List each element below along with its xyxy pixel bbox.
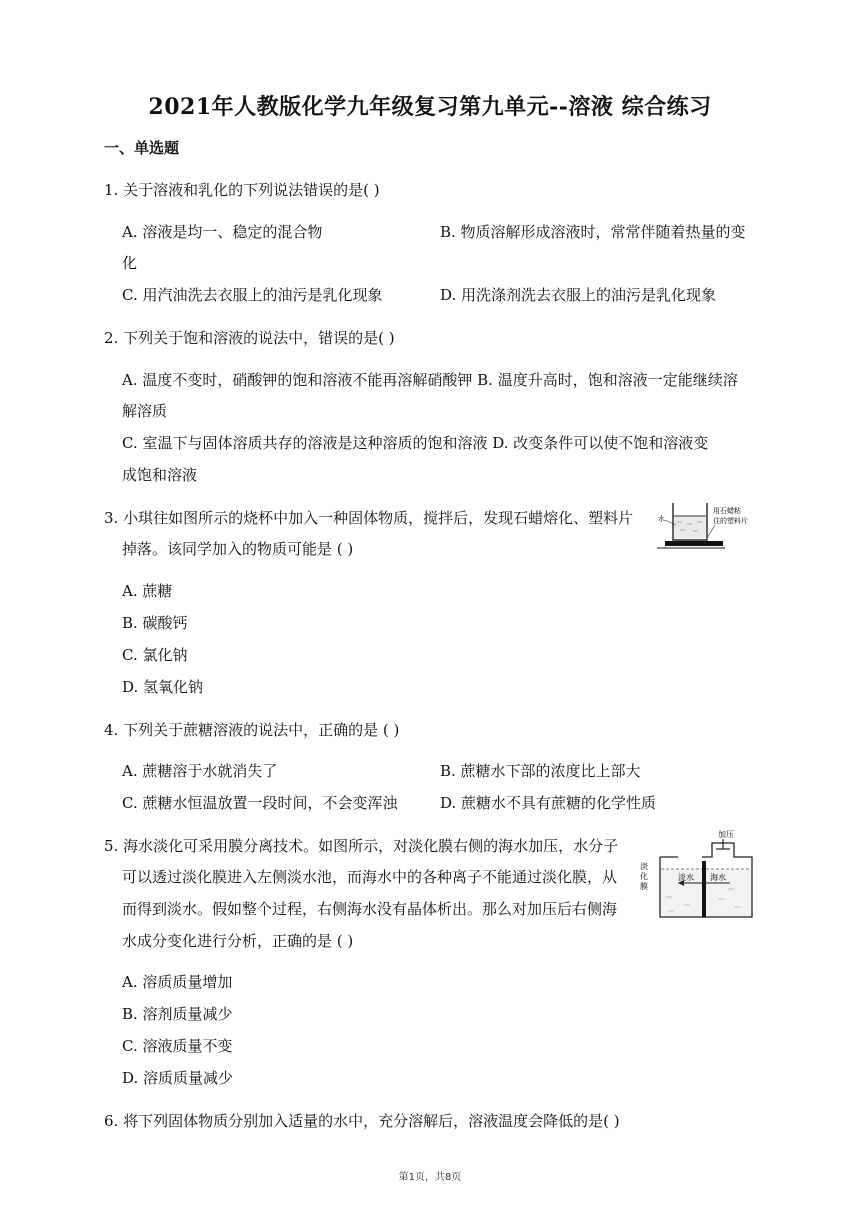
q4-option-b[interactable]: B. 蔗糖水下部的浓度比上部大 <box>440 762 641 780</box>
membrane-label-2: 化 <box>640 872 648 881</box>
membrane-desalination-figure <box>638 825 756 923</box>
q3-option-d[interactable]: D. 氢氧化钠 <box>122 678 204 696</box>
water-fill <box>674 516 706 538</box>
plate-label-line2: 住的塑料片 <box>713 517 748 525</box>
plastic-plate <box>665 541 723 546</box>
question-3-stem-line2: 掉落。该同学加入的物质可能是 ( ) <box>122 540 354 558</box>
q2-options-cd-continued: 成饱和溶液 <box>122 466 198 484</box>
q2-options-ab-continued: 解溶质 <box>122 402 168 420</box>
q3-option-b[interactable]: B. 碳酸钙 <box>122 614 188 632</box>
plate-label-line1: 用石蜡粘 <box>713 507 741 515</box>
question-5-stem-line1: 5. 海水淡化可采用膜分离技术。如图所示，对淡化膜右侧的海水加压，水分子 <box>104 837 619 855</box>
q5-option-a[interactable]: A. 溶质质量增加 <box>122 973 233 991</box>
fresh-water-label: 淡水 <box>678 873 694 882</box>
q2-options-cd[interactable]: C. 室温下与固体溶质共存的溶液是这种溶质的饱和溶液 D. 改变条件可以使不饱和溶液变 <box>122 434 709 452</box>
question-2-stem: 2. 下列关于饱和溶液的说法中，错误的是( ) <box>104 329 395 347</box>
pressure-label: 加压 <box>718 830 734 839</box>
q1-option-b[interactable]: B. 物质溶解形成溶液时，常常伴随着热量的变 <box>440 223 746 241</box>
question-3-stem-line1: 3. 小琪往如图所示的烧杯中加入一种固体物质，搅拌后，发现石蜡熔化、塑料片 <box>104 509 634 527</box>
question-1-stem: 1. 关于溶液和乳化的下列说法错误的是( ) <box>104 181 380 199</box>
sea-water-label: 海水 <box>710 873 726 882</box>
question-4-stem: 4. 下列关于蔗糖溶液的说法中，正确的是 ( ) <box>104 721 400 739</box>
question-5-stem-line3: 而得到淡水。假如整个过程，右侧海水没有晶体析出。那么对加压后右侧海 <box>122 900 618 918</box>
q4-option-c[interactable]: C. 蔗糖水恒温放置一段时间，不会变浑浊 <box>122 794 398 812</box>
question-6-stem: 6. 将下列固体物质分别加入适量的水中，充分溶解后，溶液温度会降低的是( ) <box>104 1112 620 1130</box>
q2-options-ab[interactable]: A. 温度不变时，硝酸钾的饱和溶液不能再溶解硝酸钾 B. 温度升高时，饱和溶液一定能继续溶 <box>122 371 738 389</box>
section-heading: 一、单选题 <box>104 139 180 157</box>
membrane-label-3: 膜 <box>640 882 648 891</box>
q1-option-b-continued: 化 <box>122 254 138 272</box>
q1-option-d[interactable]: D. 用洗涤剂洗去衣服上的油污是乳化现象 <box>440 286 717 304</box>
membrane-label-1: 淡 <box>640 862 648 871</box>
q4-option-d[interactable]: D. 蔗糖水不具有蔗糖的化学性质 <box>440 794 657 812</box>
q3-option-a[interactable]: A. 蔗糖 <box>122 582 173 600</box>
question-5-stem-line2: 可以透过淡化膜进入左侧淡水池，而海水中的各种离子不能通过淡化膜，从 <box>122 868 618 886</box>
q1-option-a[interactable]: A. 溶液是均一、稳定的混合物 <box>122 223 323 241</box>
page-footer: 第1页，共8页 <box>398 1172 462 1183</box>
question-5-stem-line4: 水成分变化进行分析，正确的是 ( ) <box>122 932 354 950</box>
q5-option-d[interactable]: D. 溶质质量减少 <box>122 1069 234 1087</box>
q4-option-a[interactable]: A. 蔗糖溶于水就消失了 <box>122 762 278 780</box>
water-label: 水 <box>658 515 665 523</box>
q1-option-c[interactable]: C. 用汽油洗去衣服上的油污是乳化现象 <box>122 286 383 304</box>
q5-option-b[interactable]: B. 溶剂质量减少 <box>122 1005 233 1023</box>
page-title: 2021年人教版化学九年级复习第九单元--溶液 综合练习 <box>148 94 712 120</box>
plate-label-leader <box>707 525 715 538</box>
membrane <box>702 861 706 917</box>
q5-option-c[interactable]: C. 溶液质量不变 <box>122 1037 233 1055</box>
beaker-figure <box>655 498 755 554</box>
q3-option-c[interactable]: C. 氯化钠 <box>122 646 188 664</box>
